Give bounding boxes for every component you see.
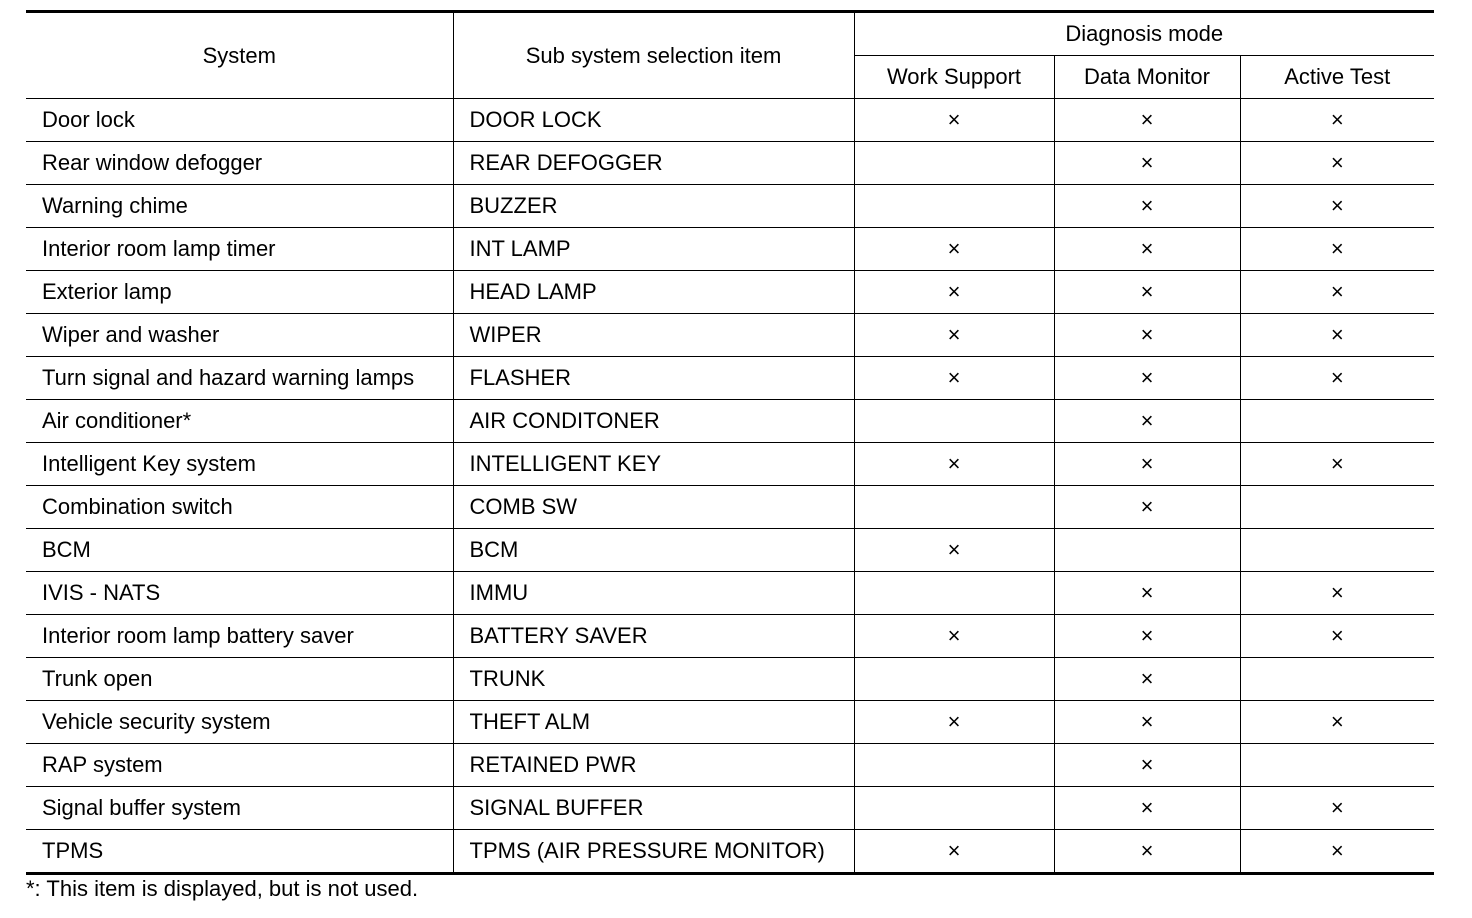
subsystem-cell: RETAINED PWR <box>453 744 854 787</box>
data-monitor-cell <box>1054 486 1240 529</box>
supported-mark: × <box>1140 580 1154 605</box>
subsystem-cell: AIR CONDITONER <box>453 400 854 443</box>
data-monitor-cell <box>1054 529 1240 572</box>
system-cell: Intelligent Key system <box>26 443 453 486</box>
active-test-cell <box>1240 830 1434 874</box>
supported-mark: × <box>1140 150 1154 175</box>
supported-mark: × <box>1140 236 1154 261</box>
data-monitor-cell <box>1054 99 1240 142</box>
system-cell: TPMS <box>26 830 453 874</box>
active-test-cell <box>1240 99 1434 142</box>
work-support-cell <box>854 529 1054 572</box>
data-monitor-cell <box>1054 185 1240 228</box>
supported-mark: × <box>1140 451 1154 476</box>
active-test-cell <box>1240 615 1434 658</box>
subsystem-cell: BUZZER <box>453 185 854 228</box>
system-cell: Warning chime <box>26 185 453 228</box>
data-monitor-cell <box>1054 314 1240 357</box>
work-support-cell <box>854 658 1054 701</box>
supported-mark: × <box>1330 580 1344 605</box>
table-row <box>26 830 1434 874</box>
table-row <box>26 486 1434 529</box>
work-support-cell <box>854 400 1054 443</box>
supported-mark: × <box>947 709 961 734</box>
table-row <box>26 658 1434 701</box>
data-monitor-cell <box>1054 658 1240 701</box>
supported-mark: × <box>1330 838 1344 863</box>
system-cell: Wiper and washer <box>26 314 453 357</box>
supported-mark: × <box>1330 193 1344 218</box>
data-monitor-cell <box>1054 615 1240 658</box>
data-monitor-cell <box>1054 400 1240 443</box>
work-support-cell <box>854 486 1054 529</box>
active-test-cell <box>1240 486 1434 529</box>
subsystem-cell: COMB SW <box>453 486 854 529</box>
system-cell: Door lock <box>26 99 453 142</box>
data-monitor-cell <box>1054 357 1240 400</box>
data-monitor-cell <box>1054 271 1240 314</box>
table-row <box>26 142 1434 185</box>
table-row <box>26 357 1434 400</box>
active-test-cell <box>1240 744 1434 787</box>
supported-mark: × <box>1140 666 1154 691</box>
table-row <box>26 400 1434 443</box>
system-cell: Trunk open <box>26 658 453 701</box>
table-row <box>26 314 1434 357</box>
data-monitor-cell <box>1054 142 1240 185</box>
table-header <box>26 12 1434 99</box>
data-monitor-cell <box>1054 787 1240 830</box>
active-test-cell <box>1240 400 1434 443</box>
active-test-cell <box>1240 357 1434 400</box>
footnote: *: This item is displayed, but is not used. <box>26 876 419 901</box>
subsystem-cell: FLASHER <box>453 357 854 400</box>
work-support-cell <box>854 787 1054 830</box>
supported-mark: × <box>1330 623 1344 648</box>
table-row <box>26 744 1434 787</box>
system-cell: BCM <box>26 529 453 572</box>
subsystem-cell: BATTERY SAVER <box>453 615 854 658</box>
system-cell: Vehicle security system <box>26 701 453 744</box>
active-test-cell <box>1240 572 1434 615</box>
active-test-cell <box>1240 701 1434 744</box>
table-row <box>26 529 1434 572</box>
document <box>26 10 1434 901</box>
supported-mark: × <box>947 623 961 648</box>
subsystem-cell: REAR DEFOGGER <box>453 142 854 185</box>
system-cell: Air conditioner* <box>26 400 453 443</box>
supported-mark: × <box>947 107 961 132</box>
supported-mark: × <box>1140 623 1154 648</box>
supported-mark: × <box>1330 236 1344 261</box>
table-body <box>26 99 1434 874</box>
active-test-cell <box>1240 314 1434 357</box>
work-support-cell <box>854 572 1054 615</box>
work-support-cell <box>854 228 1054 271</box>
subsystem-cell: SIGNAL BUFFER <box>453 787 854 830</box>
table-row <box>26 271 1434 314</box>
table-row <box>26 185 1434 228</box>
table-row <box>26 228 1434 271</box>
active-test-cell <box>1240 787 1434 830</box>
table-row <box>26 701 1434 744</box>
active-test-cell <box>1240 443 1434 486</box>
subsystem-cell: IMMU <box>453 572 854 615</box>
supported-mark: × <box>947 236 961 261</box>
supported-mark: × <box>947 322 961 347</box>
active-test-cell <box>1240 658 1434 701</box>
header-subsystem: Sub system selection item <box>453 12 854 99</box>
supported-mark: × <box>1140 752 1154 777</box>
supported-mark: × <box>1330 150 1344 175</box>
work-support-cell <box>854 142 1054 185</box>
subsystem-cell: TPMS (AIR PRESSURE MONITOR) <box>453 830 854 874</box>
data-monitor-cell <box>1054 443 1240 486</box>
data-monitor-cell <box>1054 228 1240 271</box>
supported-mark: × <box>1330 365 1344 390</box>
table-row <box>26 443 1434 486</box>
work-support-cell <box>854 744 1054 787</box>
supported-mark: × <box>1140 795 1154 820</box>
supported-mark: × <box>1140 193 1154 218</box>
data-monitor-cell <box>1054 701 1240 744</box>
header-active-test: Active Test <box>1240 56 1434 99</box>
work-support-cell <box>854 830 1054 874</box>
supported-mark: × <box>1330 107 1344 132</box>
supported-mark: × <box>947 451 961 476</box>
supported-mark: × <box>1140 838 1154 863</box>
work-support-cell <box>854 701 1054 744</box>
header-diagnosis-mode: Diagnosis mode <box>854 12 1434 56</box>
data-monitor-cell <box>1054 744 1240 787</box>
subsystem-cell: THEFT ALM <box>453 701 854 744</box>
system-cell: Combination switch <box>26 486 453 529</box>
table-row <box>26 572 1434 615</box>
work-support-cell <box>854 271 1054 314</box>
supported-mark: × <box>1140 279 1154 304</box>
system-cell: RAP system <box>26 744 453 787</box>
supported-mark: × <box>947 279 961 304</box>
system-cell: Interior room lamp timer <box>26 228 453 271</box>
data-monitor-cell <box>1054 572 1240 615</box>
supported-mark: × <box>1330 709 1344 734</box>
supported-mark: × <box>1140 365 1154 390</box>
supported-mark: × <box>1330 451 1344 476</box>
subsystem-cell: WIPER <box>453 314 854 357</box>
header-system: System <box>26 12 453 99</box>
supported-mark: × <box>1330 322 1344 347</box>
work-support-cell <box>854 443 1054 486</box>
table-row <box>26 99 1434 142</box>
system-cell: Interior room lamp battery saver <box>26 615 453 658</box>
table-row <box>26 615 1434 658</box>
supported-mark: × <box>1140 322 1154 347</box>
supported-mark: × <box>947 537 961 562</box>
active-test-cell <box>1240 228 1434 271</box>
subsystem-cell: BCM <box>453 529 854 572</box>
active-test-cell <box>1240 529 1434 572</box>
supported-mark: × <box>1330 795 1344 820</box>
supported-mark: × <box>1140 107 1154 132</box>
work-support-cell <box>854 615 1054 658</box>
supported-mark: × <box>1140 494 1154 519</box>
active-test-cell <box>1240 271 1434 314</box>
system-cell: Signal buffer system <box>26 787 453 830</box>
supported-mark: × <box>947 365 961 390</box>
system-cell: IVIS - NATS <box>26 572 453 615</box>
header-work-support: Work Support <box>854 56 1054 99</box>
work-support-cell <box>854 314 1054 357</box>
supported-mark: × <box>947 838 961 863</box>
system-cell: Turn signal and hazard warning lamps <box>26 357 453 400</box>
subsystem-cell: INT LAMP <box>453 228 854 271</box>
work-support-cell <box>854 357 1054 400</box>
system-cell: Exterior lamp <box>26 271 453 314</box>
data-monitor-cell <box>1054 830 1240 874</box>
table-row <box>26 787 1434 830</box>
subsystem-cell: HEAD LAMP <box>453 271 854 314</box>
active-test-cell <box>1240 142 1434 185</box>
subsystem-cell: DOOR LOCK <box>453 99 854 142</box>
diagnosis-table <box>26 10 1434 875</box>
work-support-cell <box>854 99 1054 142</box>
work-support-cell <box>854 185 1054 228</box>
header-data-monitor: Data Monitor <box>1054 56 1240 99</box>
supported-mark: × <box>1140 709 1154 734</box>
system-cell: Rear window defogger <box>26 142 453 185</box>
subsystem-cell: TRUNK <box>453 658 854 701</box>
subsystem-cell: INTELLIGENT KEY <box>453 443 854 486</box>
active-test-cell <box>1240 185 1434 228</box>
supported-mark: × <box>1330 279 1344 304</box>
supported-mark: × <box>1140 408 1154 433</box>
